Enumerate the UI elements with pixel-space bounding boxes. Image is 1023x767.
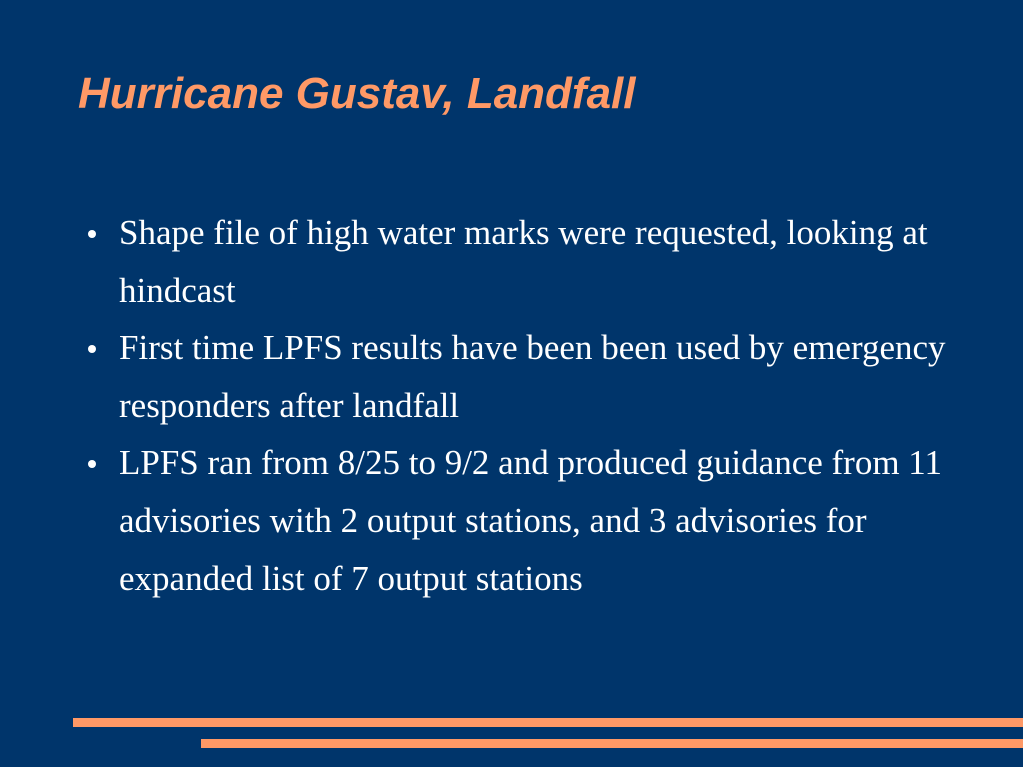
bullet-text: Shape file of high water marks were requested, looking at hindcast xyxy=(119,213,928,310)
bullet-text: First time LPFS results have been been used by emergency responders after landfall xyxy=(119,328,946,425)
bullet-item xyxy=(88,434,958,607)
slide-title: Hurricane Gustav, Landfall xyxy=(78,69,636,118)
bullet-text: LPFS ran from 8/25 to 9/2 and produced guidance from 11 advisories with 2 output stations, and 3 advisories for expanded list of 7 output stations xyxy=(119,443,942,598)
decorative-rule-bottom xyxy=(201,739,1023,748)
bullet-dot-icon xyxy=(88,460,96,468)
bullet-item xyxy=(88,319,958,434)
bullet-dot-icon xyxy=(88,345,96,353)
bullet-item xyxy=(88,204,958,319)
decorative-rule-top xyxy=(73,718,1023,727)
bullet-list xyxy=(88,204,958,607)
bullet-dot-icon xyxy=(88,230,96,238)
